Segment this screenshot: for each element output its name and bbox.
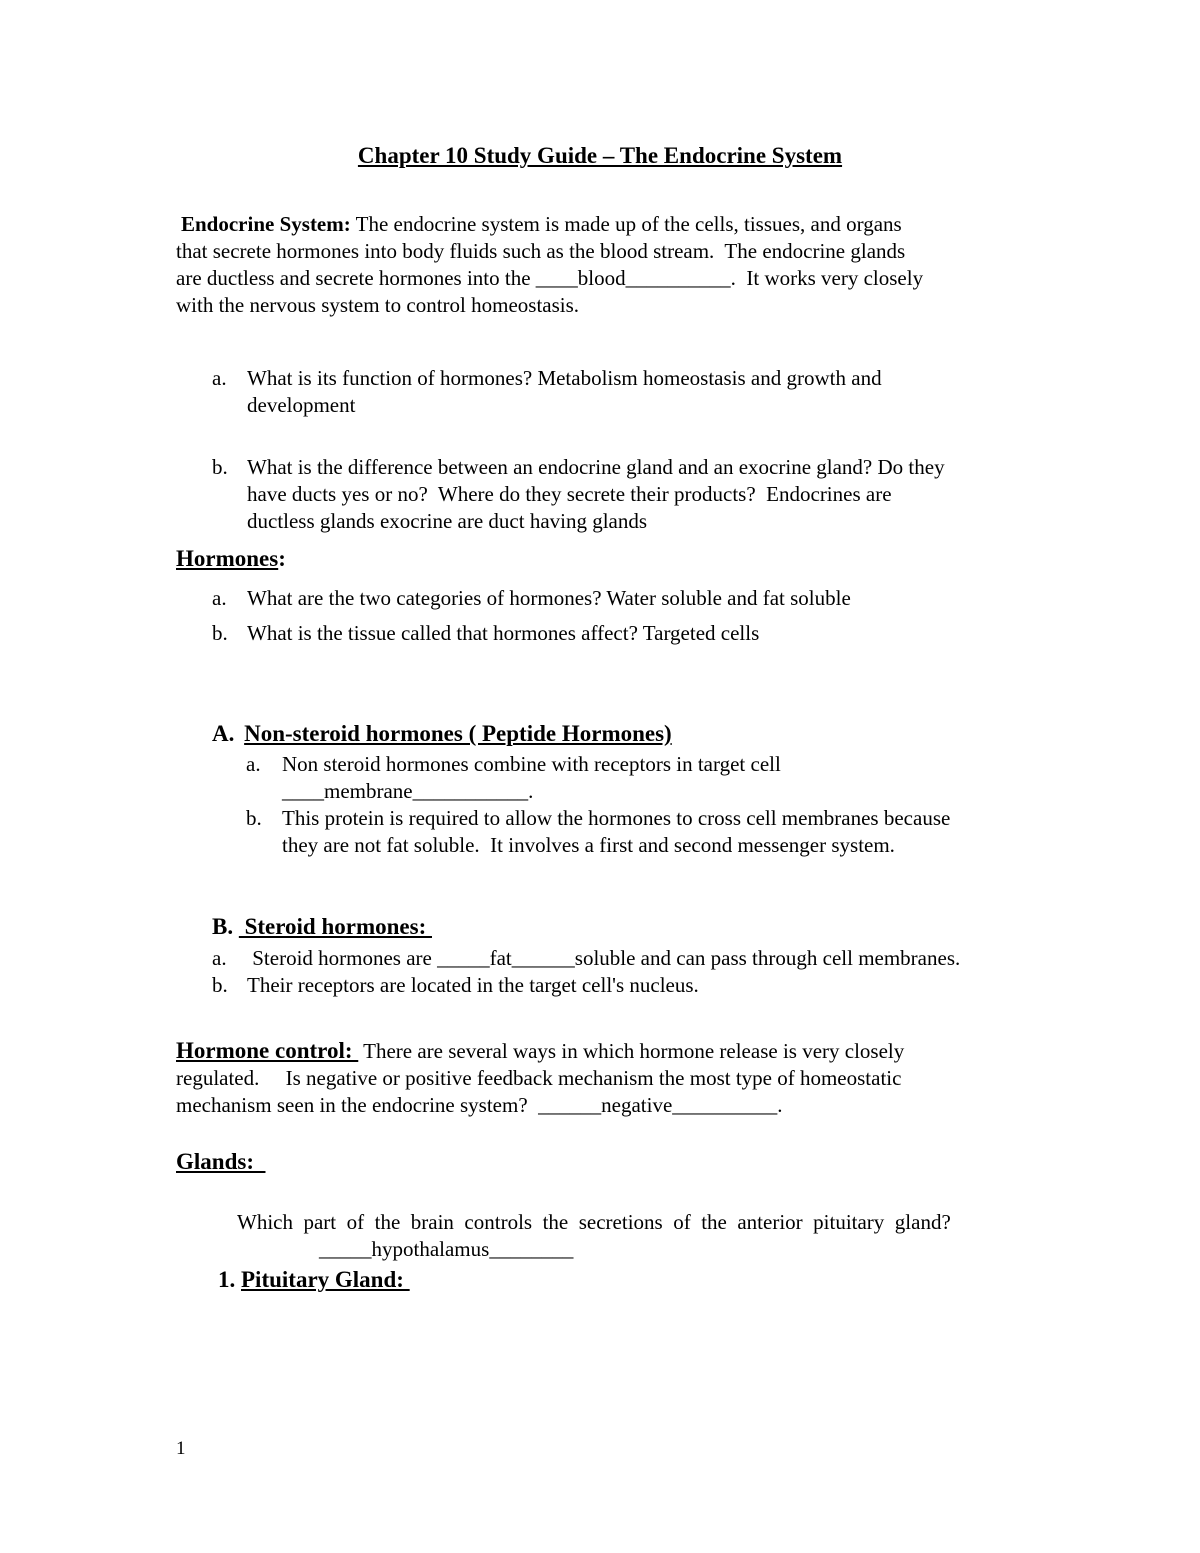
question-b-line-2: have ducts yes or no? Where do they secrete their products? Endocrines are — [247, 482, 892, 506]
page-title: Chapter 10 Study Guide – The Endocrine System — [357, 143, 843, 168]
non-steroid-a-line-1: Non steroid hormones combine with receptors in target cell — [282, 752, 781, 776]
list-marker: a. — [212, 366, 227, 390]
pituitary-heading — [218, 1267, 410, 1293]
steroid-heading-text: Steroid hormones: — [238, 914, 432, 939]
hormone-control-paragraph — [176, 1037, 1056, 1119]
hormones-item-a — [212, 585, 1052, 612]
intro-line-3: are ductless and secrete hormones into the ____blood__________. It works very closely — [176, 266, 924, 290]
intro-label: Endocrine System: — [181, 212, 351, 236]
hormones-heading — [176, 546, 286, 572]
non-steroid-letter: A. — [212, 721, 235, 746]
hormones-heading-colon: : — [278, 546, 286, 571]
glands-question — [237, 1209, 1037, 1263]
pituitary-heading-text: Pituitary Gland: — [241, 1267, 410, 1292]
page-number: 1 — [176, 1438, 186, 1459]
question-a-line-1: What is its function of hormones? Metabolism homeostasis and growth and — [247, 366, 882, 390]
list-marker: b. — [212, 455, 228, 479]
hormone-control-heading: Hormone control: — [176, 1038, 359, 1063]
intro-paragraph — [176, 211, 1056, 319]
non-steroid-a-line-2: ____membrane___________. — [282, 779, 534, 803]
hormones-item-b — [212, 620, 1052, 647]
hormones-item-a-text: What are the two categories of hormones? Water soluble and fat soluble — [247, 586, 851, 610]
non-steroid-item-a — [246, 751, 1046, 805]
non-steroid-heading — [212, 721, 672, 747]
list-marker: b. — [212, 621, 228, 645]
intro-line-4: with the nervous system to control homeostasis. — [176, 293, 580, 317]
list-marker: b. — [246, 806, 262, 830]
list-marker: a. — [246, 752, 261, 776]
glands-question-line-2: _____hypothalamus________ — [319, 1237, 574, 1261]
non-steroid-heading-text: Non-steroid hormones ( Peptide Hormones) — [244, 721, 672, 746]
question-a-line-2: development — [247, 393, 356, 417]
intro-line-1: The endocrine system is made up of the cells, tissues, and organs — [350, 212, 902, 236]
glands-heading: Glands: — [176, 1149, 266, 1174]
non-steroid-item-b — [246, 805, 1046, 859]
hormones-heading-text: Hormones — [176, 546, 279, 571]
list-marker: a. — [212, 946, 227, 970]
intro-question-b — [212, 454, 1052, 535]
steroid-item-a — [212, 945, 1052, 972]
list-marker: a. — [212, 586, 227, 610]
intro-line-2: that secrete hormones into body fluids such as the blood stream. The endocrine glands — [176, 239, 906, 263]
list-marker: b. — [212, 973, 228, 997]
steroid-item-a-text: Steroid hormones are _____fat______soluble and can pass through cell membranes. — [247, 946, 961, 970]
intro-question-a — [212, 365, 1052, 419]
steroid-letter: B. — [212, 914, 234, 939]
non-steroid-b-line-1: This protein is required to allow the hormones to cross cell membranes because — [282, 806, 951, 830]
hormone-control-line-3: mechanism seen in the endocrine system? ______negative__________. — [176, 1093, 783, 1117]
steroid-item-b-text: Their receptors are located in the target cell's nucleus. — [247, 973, 699, 997]
steroid-heading — [212, 914, 432, 940]
steroid-item-b — [212, 972, 1052, 999]
question-b-line-1: What is the difference between an endocrine gland and an exocrine gland? Do they — [247, 455, 945, 479]
glands-question-line-1: Which part of the brain controls the secretions of the anterior pituitary gland? — [237, 1210, 951, 1234]
question-b-line-3: ductless glands exocrine are duct having glands — [247, 509, 648, 533]
hormone-control-line-2: regulated. Is negative or positive feedback mechanism the most type of homeostatic — [176, 1066, 902, 1090]
hormone-control-line-1: There are several ways in which hormone release is very closely — [358, 1039, 905, 1063]
hormones-item-b-text: What is the tissue called that hormones affect? Targeted cells — [247, 621, 760, 645]
non-steroid-b-line-2: they are not fat soluble. It involves a first and second messenger system. — [282, 833, 895, 857]
pituitary-number: 1. — [218, 1267, 236, 1292]
